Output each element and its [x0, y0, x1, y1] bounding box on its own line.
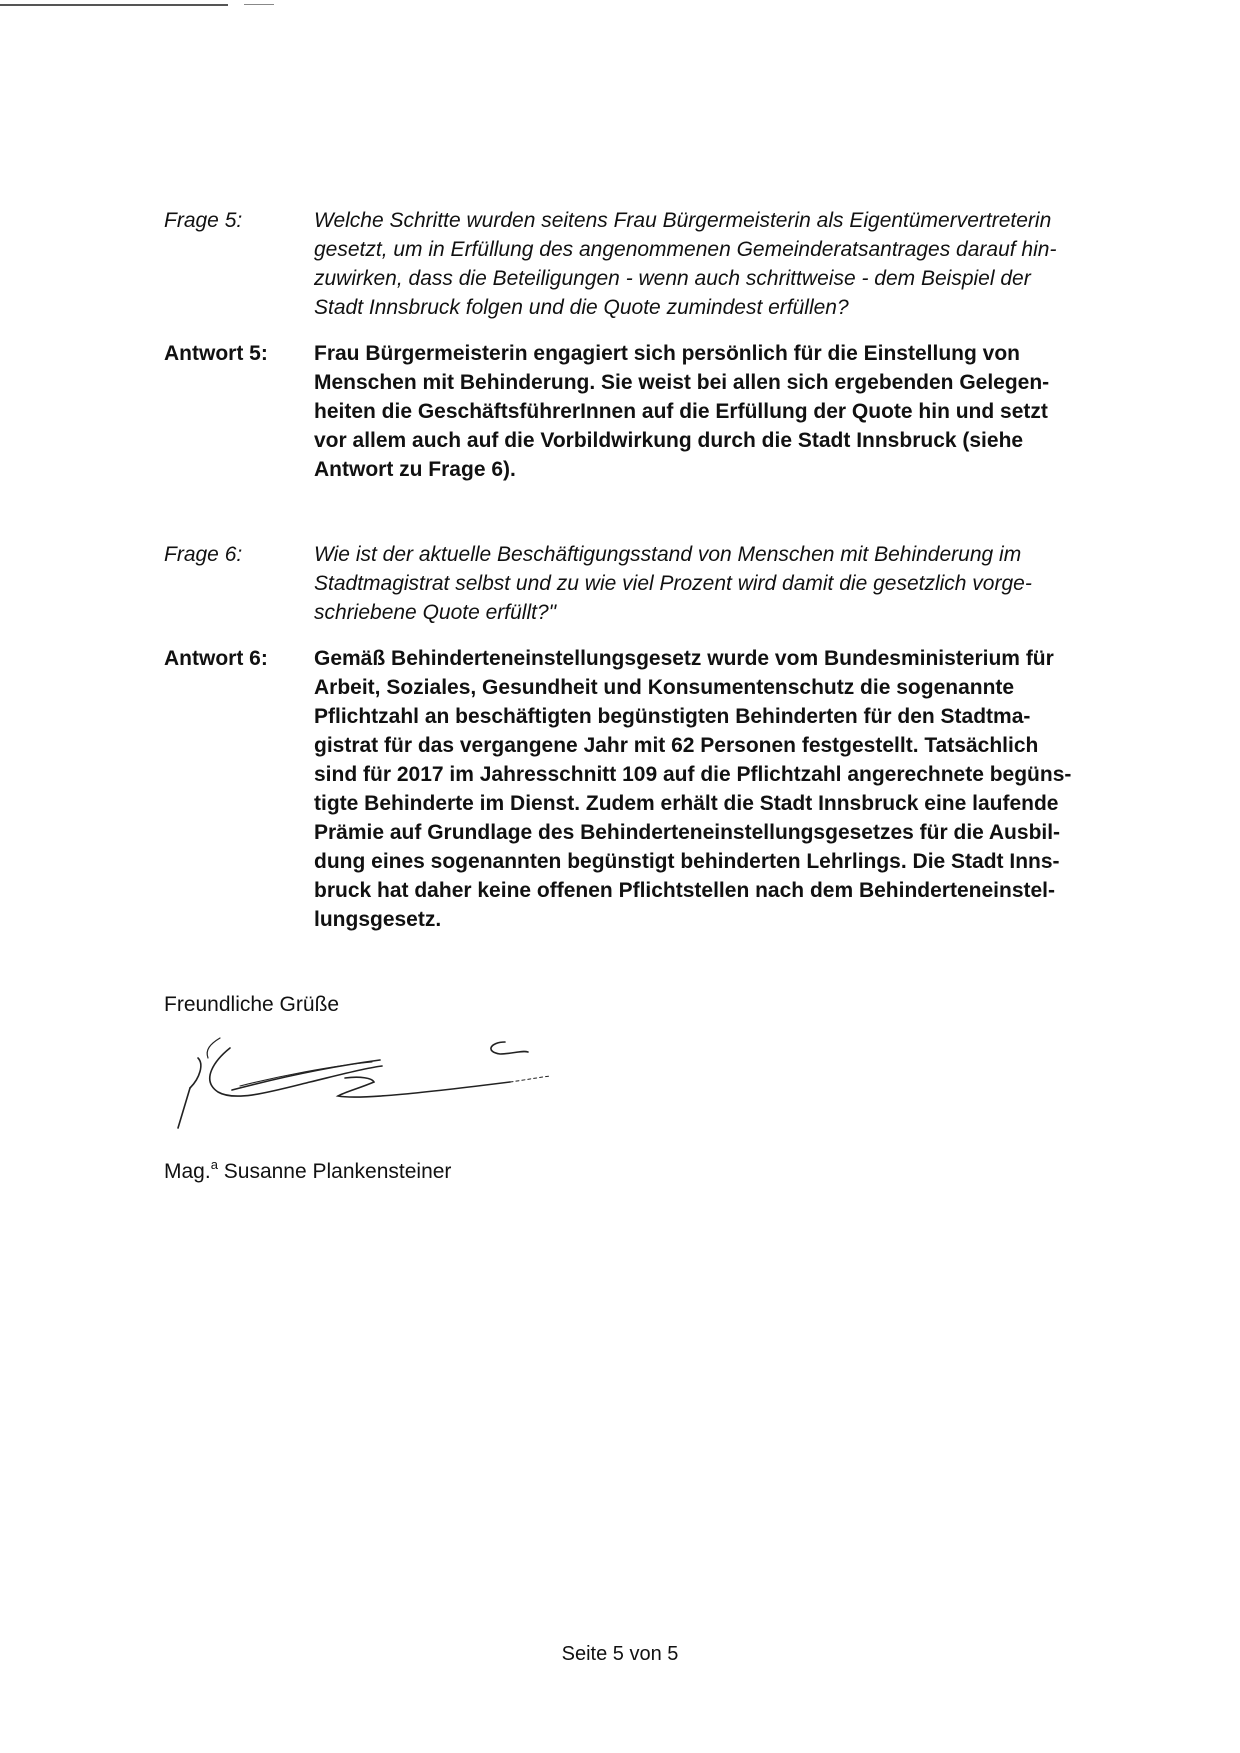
text-line: gistrat für das vergangene Jahr mit 62 Personen festgestellt. Tatsächlich	[314, 734, 1039, 757]
text-line: lungsgesetz.	[314, 908, 442, 931]
scan-artifact-lines	[0, 0, 300, 12]
qa-section-5	[164, 206, 1154, 484]
answer-text	[314, 339, 1154, 484]
text-line: Antwort zu Frage 6).	[314, 458, 516, 481]
answer-label: Antwort 5:	[164, 342, 268, 365]
signer-full-name: Susanne Plankensteiner	[223, 1160, 452, 1183]
question-text	[314, 206, 1154, 322]
text-line: Stadtmagistrat selbst und zu wie viel Prozent wird damit die gesetzlich vorge-	[314, 572, 1032, 595]
signature-stroke	[190, 1058, 201, 1088]
text-line: heiten die GeschäftsführerInnen auf die Erfüllung der Quote hin und setzt	[314, 400, 1048, 423]
signature-stroke	[510, 1076, 550, 1082]
signer-prefix: Mag.	[164, 1160, 211, 1183]
scan-artifact-line	[0, 4, 228, 6]
signature-stroke	[232, 1060, 380, 1090]
question-row	[164, 206, 1154, 322]
signature-stroke	[207, 1038, 220, 1058]
text-line: sind für 2017 im Jahresschnitt 109 auf die Pflichtzahl angerechnete begüns-	[314, 763, 1072, 786]
text-line: Welche Schritte wurden seitens Frau Bürgermeisterin als Eigentümervertreterin	[314, 209, 1052, 232]
text-line: Pflichtzahl an beschäftigten begünstigten Behinderten für den Stadtma-	[314, 705, 1031, 728]
signer-name	[164, 1150, 451, 1186]
text-line: bruck hat daher keine offenen Pflichtstellen nach dem Behinderteneinstel-	[314, 879, 1055, 902]
question-label: Frage 5:	[164, 209, 243, 232]
text-line: zuwirken, dass die Beteiligungen - wenn auch schrittweise - dem Beispiel der	[314, 267, 1031, 290]
text-line: Menschen mit Behinderung. Sie weist bei allen sich ergebenden Gelegen-	[314, 371, 1050, 394]
answer-text	[314, 644, 1154, 934]
text-line: dung eines sogenannten begünstigt behinderten Lehrlings. Die Stadt Inns-	[314, 850, 1060, 873]
signature-stroke	[491, 1042, 528, 1054]
text-line: vor allem auch auf die Vorbildwirkung durch die Stadt Innsbruck (siehe	[314, 429, 1024, 452]
text-line: Stadt Innsbruck folgen und die Quote zumindest erfüllen?	[314, 296, 849, 319]
scan-artifact-line	[244, 4, 274, 5]
text-line: schriebene Quote erfüllt?"	[314, 601, 557, 624]
text-line: Frau Bürgermeisterin engagiert sich persönlich für die Einstellung von	[314, 342, 1020, 365]
answer-label: Antwort 6:	[164, 647, 268, 670]
closing-greeting: Freundliche Grüße	[164, 993, 340, 1016]
text-line: Gemäß Behinderteneinstellungsgesetz wurde vom Bundesministerium für	[314, 647, 1054, 670]
question-label: Frage 6:	[164, 543, 243, 566]
text-line: Wie ist der aktuelle Beschäftigungsstand von Menschen mit Behinderung im	[314, 543, 1022, 566]
text-line: Prämie auf Grundlage des Behinderteneinstellungsgesetzes für die Ausbil-	[314, 821, 1061, 844]
question-text	[314, 540, 1154, 627]
answer-row	[164, 644, 1154, 934]
text-line: gesetzt, um in Erfüllung des angenommenen Gemeinderatsantrages darauf hin-	[314, 238, 1057, 261]
answer-row	[164, 339, 1154, 484]
signature-stroke	[338, 1077, 510, 1097]
qa-section-6	[164, 540, 1154, 934]
question-row	[164, 540, 1154, 627]
signer-superscript: a	[210, 1157, 218, 1172]
handwritten-signature	[160, 1030, 580, 1140]
text-line: Arbeit, Soziales, Gesundheit und Konsumentenschutz die sogenannte	[314, 676, 1015, 699]
text-line: tigte Behinderte im Dienst. Zudem erhält die Stadt Innsbruck eine laufende	[314, 792, 1059, 815]
page-number: Seite 5 von 5	[561, 1643, 679, 1665]
signature-stroke	[178, 1088, 190, 1128]
